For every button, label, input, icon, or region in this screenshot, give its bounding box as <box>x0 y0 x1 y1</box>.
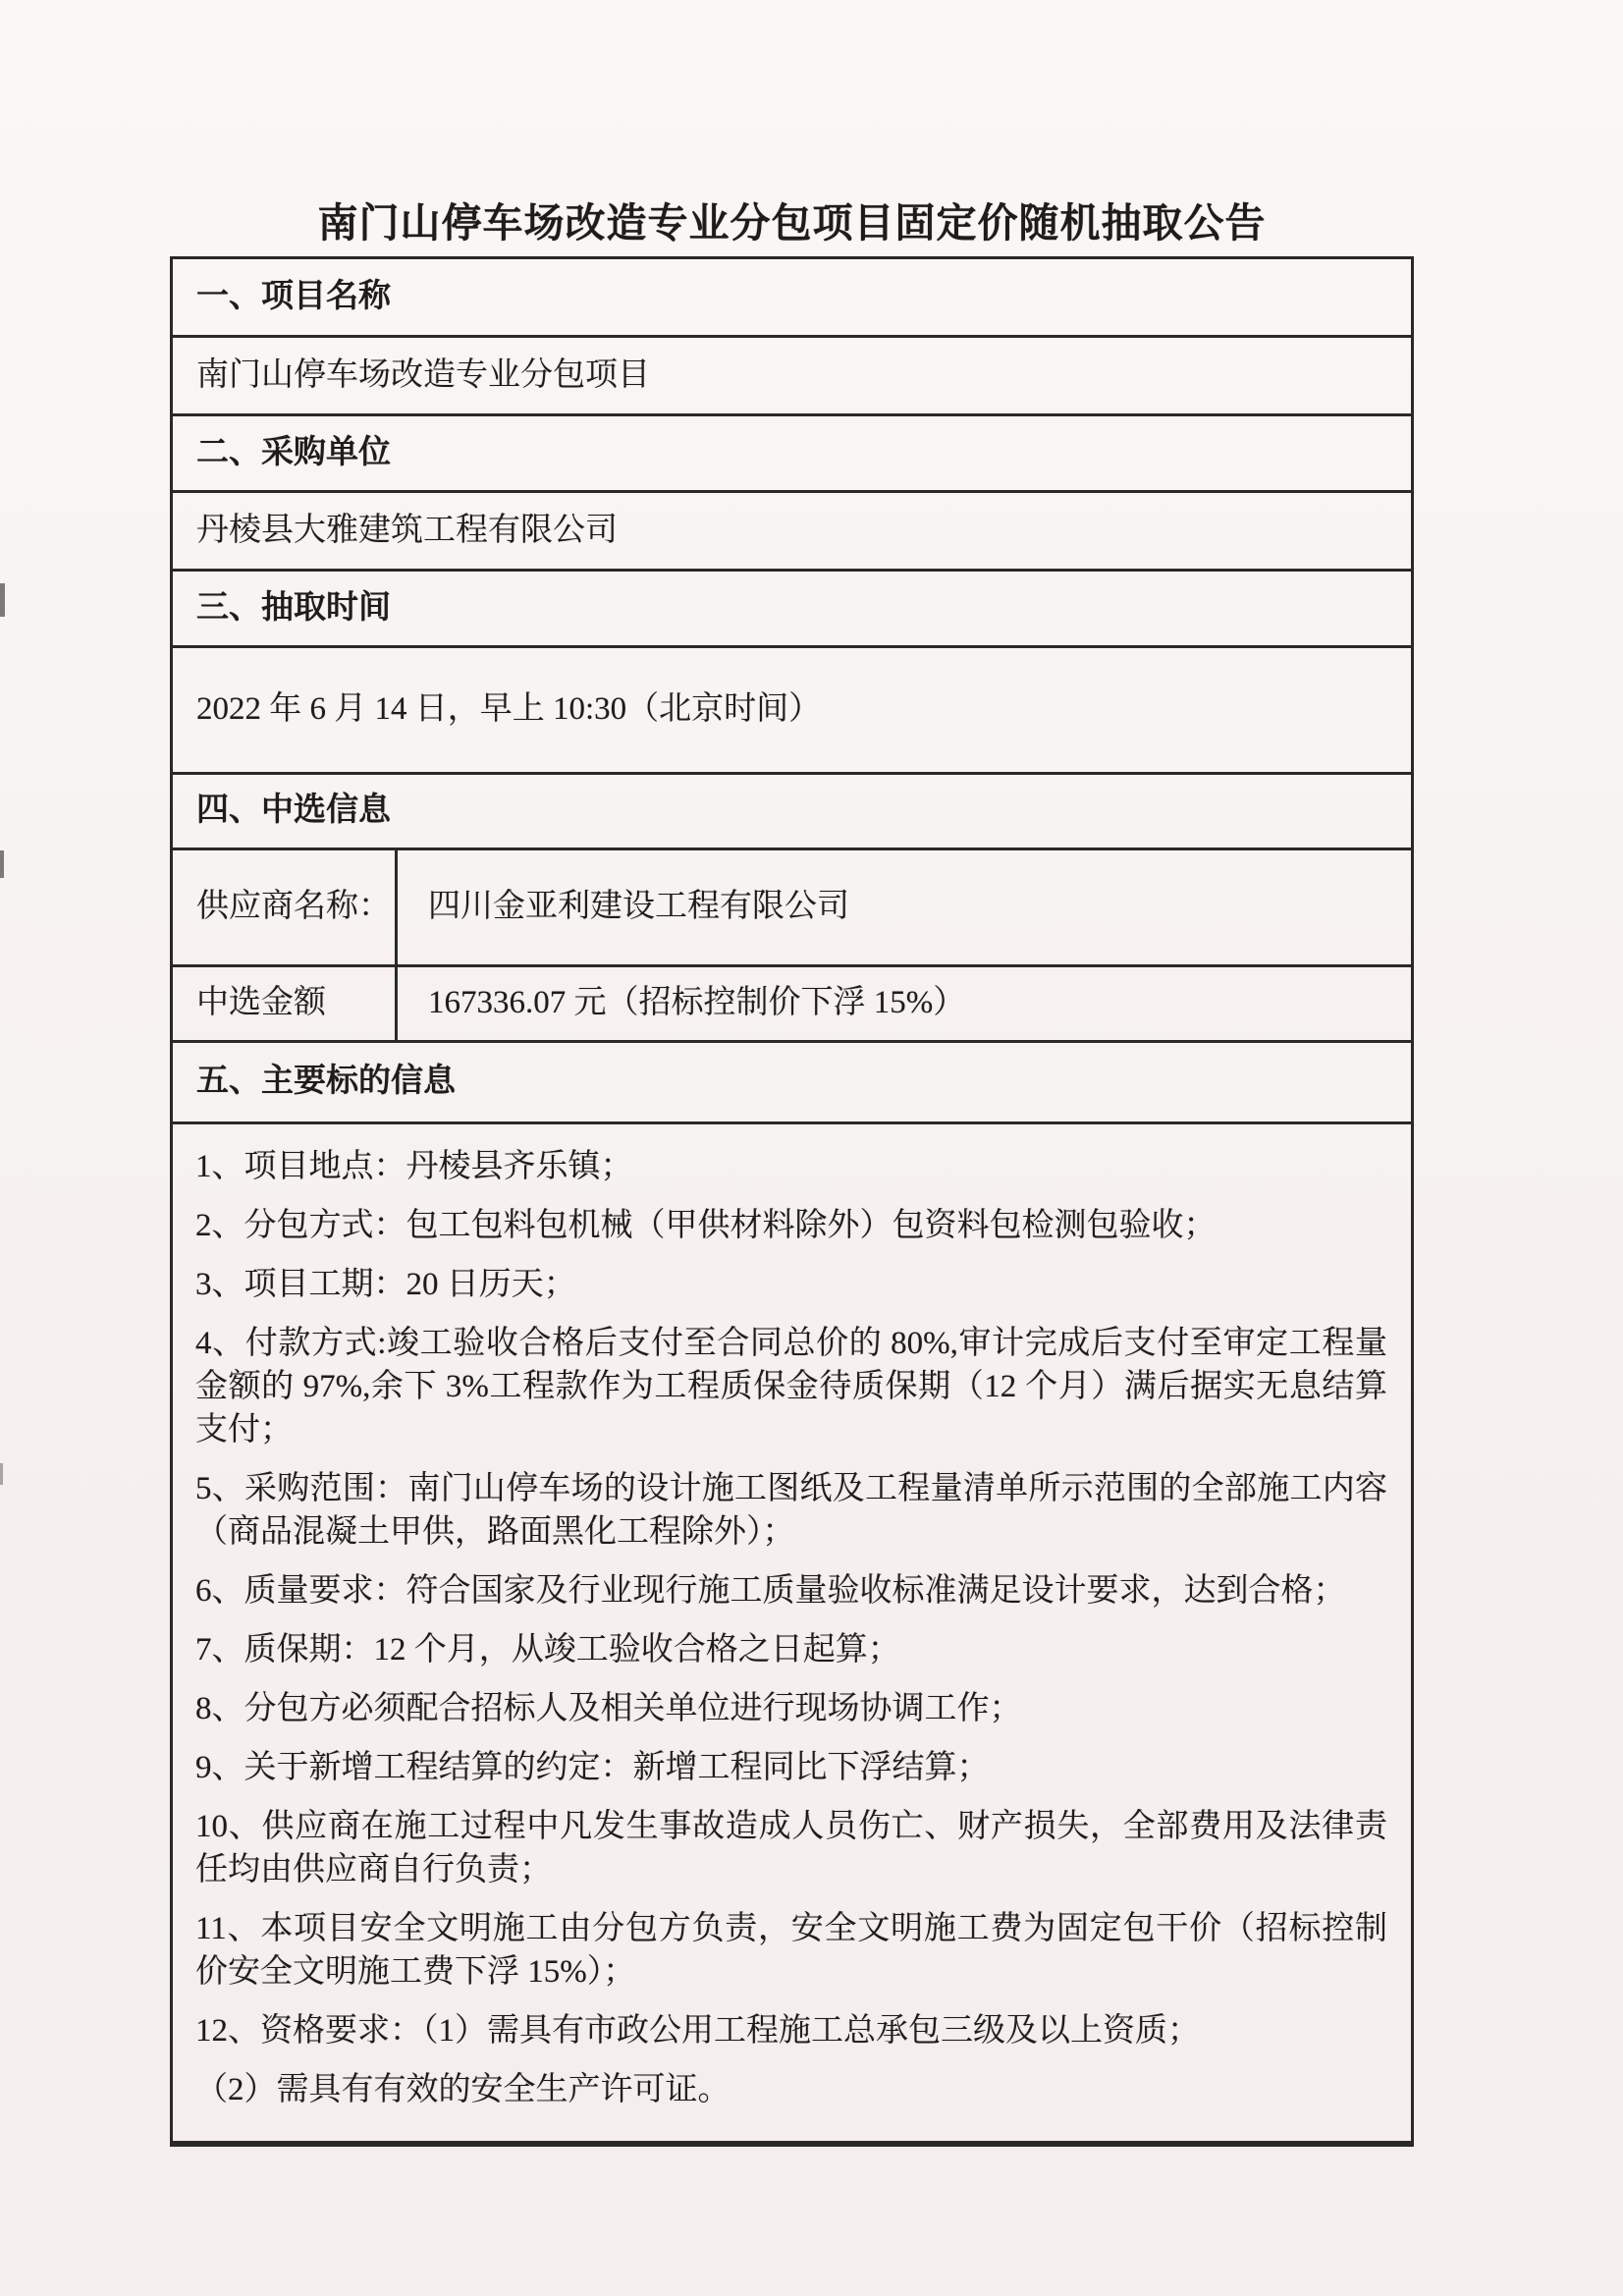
bid-info-item-10: 10、供应商在施工过程中凡发生事故造成人员伤亡、财产损失，全部费用及法律责任均由供应商自行负责； <box>195 1809 1387 1887</box>
section-3-header-label: 三、抽取时间 <box>196 589 391 626</box>
scan-edge-artifact <box>0 850 4 878</box>
purchaser-row <box>173 493 1411 572</box>
bid-info-item-1: 1、项目地点：丹棱县齐乐镇； <box>195 1149 633 1184</box>
bid-info-item-5: 5、采购范围：南门山停车场的设计施工图纸及工程量清单所示范围的全部施工内容（商品混凝土甲供，路面黑化工程除外）； <box>195 1471 1387 1550</box>
announcement-table <box>170 256 1414 2147</box>
supplier-label: 供应商名称： <box>196 889 391 925</box>
bid-info-item-12b: （2）需具有有效的安全生产许可证。 <box>195 2072 730 2107</box>
section-1-header-label: 一、项目名称 <box>196 278 391 314</box>
bid-info-item-9: 9、关于新增工程结算的约定：新增工程同比下浮结算； <box>195 1750 990 1785</box>
amount-value: 167336.07 元（招标控制价下浮 15%） <box>428 985 966 1021</box>
bid-info-item-4: 4、付款方式:竣工验收合格后支付至合同总价的 80%,审计完成后支付至审定工程量金额的 97%,余下 3%工程款作为工程质保金待质保期（12 个月）满后据实无息结算支付； <box>195 1326 1387 1448</box>
project-name-value: 南门山停车场改造专业分包项目 <box>196 356 650 393</box>
section-2-header-row <box>173 416 1411 493</box>
main-bid-info-cell <box>173 1124 1411 2141</box>
purchaser-value: 丹棱县大雅建筑工程有限公司 <box>196 512 618 548</box>
supplier-row <box>173 850 1411 967</box>
section-3-header-row <box>173 572 1411 648</box>
section-5-header-label: 五、主要标的信息 <box>196 1064 456 1100</box>
document-title: 南门山停车场改造专业分包项目固定价随机抽取公告 <box>317 200 1267 246</box>
supplier-value-cell <box>398 850 1411 964</box>
scan-edge-artifact <box>0 1463 3 1485</box>
bid-info-item-3: 3、项目工期：20 日历天； <box>195 1267 576 1302</box>
draw-time-row <box>173 648 1411 775</box>
supplier-value: 四川金亚利建设工程有限公司 <box>428 889 849 925</box>
supplier-label-cell <box>173 850 398 964</box>
bid-info-item-6: 6、质量要求：符合国家及行业现行施工质量验收标准满足设计要求，达到合格； <box>195 1573 1346 1609</box>
amount-label: 中选金额 <box>196 985 326 1021</box>
section-1-header-row <box>173 259 1411 338</box>
bid-info-item-8: 8、分包方必须配合招标人及相关单位进行现场协调工作； <box>195 1691 1022 1726</box>
bid-info-item-11: 11、本项目安全文明施工由分包方负责，安全文明施工费为固定包干价（招标控制价安全文明施工费下浮 15%）； <box>195 1911 1387 1990</box>
draw-time-value: 2022 年 6 月 14 日，早上 10:30（北京时间） <box>196 691 822 728</box>
section-4-header-row <box>173 775 1411 850</box>
section-2-header-label: 二、采购单位 <box>196 434 391 470</box>
section-5-header-row <box>173 1043 1411 1124</box>
bid-info-item-12: 12、资格要求：（1）需具有市政公用工程施工总承包三级及以上资质； <box>195 2013 1200 2049</box>
amount-label-cell <box>173 967 398 1040</box>
scan-edge-artifact <box>0 583 5 617</box>
section-4-header-label: 四、中选信息 <box>196 793 391 829</box>
bid-info-item-7: 7、质保期：12 个月，从竣工验收合格之日起算； <box>195 1632 900 1667</box>
amount-row <box>173 967 1411 1043</box>
bid-info-item-2: 2、分包方式：包工包料包机械（甲供材料除外）包资料包检测包验收； <box>195 1208 1217 1243</box>
project-name-row <box>173 338 1411 416</box>
amount-value-cell <box>398 967 1411 1040</box>
